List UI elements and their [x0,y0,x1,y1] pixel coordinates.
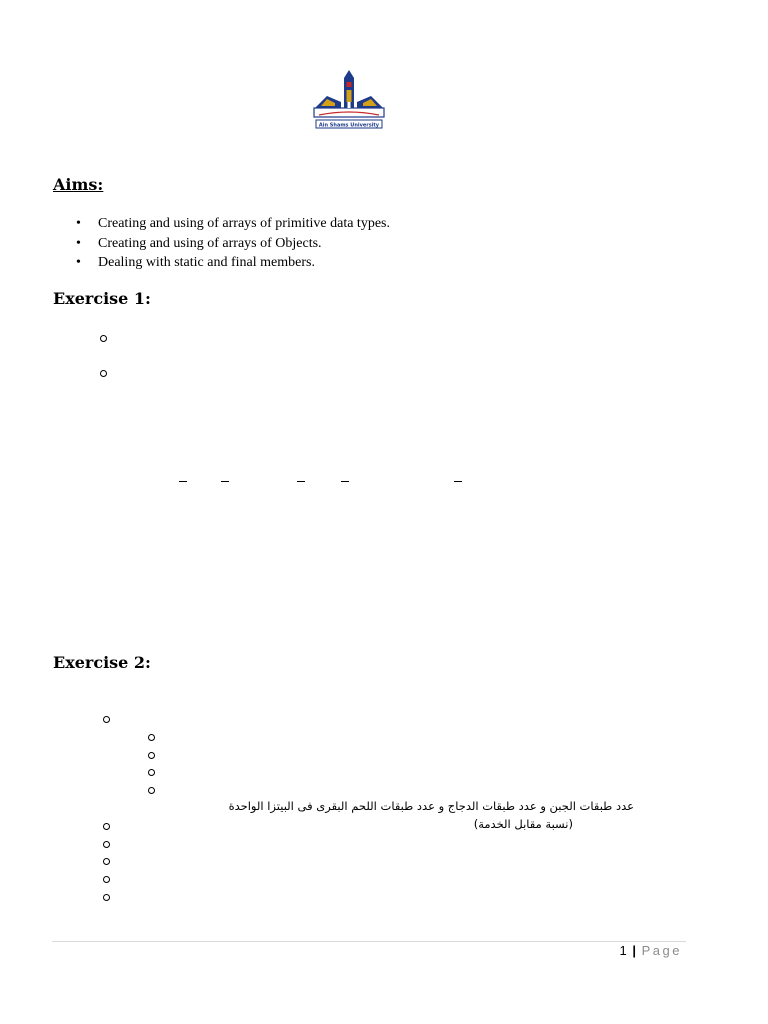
hollow-bullet-icon [103,876,110,883]
hollow-bullet-icon [148,769,155,776]
hollow-bullet-icon [103,894,110,901]
dash-mark [341,481,349,482]
aims-list [76,214,390,273]
bullet-icon: • [76,235,81,251]
hollow-bullet-icon [100,335,107,342]
hollow-bullet-icon [103,716,110,723]
exercise-1-heading: Exercise 1: [53,289,151,308]
list-item [76,234,390,254]
dash-mark [221,481,229,482]
hollow-bullet-icon [103,823,110,830]
bullet-icon: • [76,255,81,270]
dash-mark [179,481,187,482]
logo-emblem [311,68,387,130]
arabic-note-line-1: عدد طبقات الجبن و عدد طبقات الدجاج و عدد طبقات اللحم البقرى فى البيتزا الواحدة [228,799,634,813]
hollow-bullet-icon [100,370,107,377]
arabic-note-line-2: (نسبة مقابل الخدمة) [473,817,573,831]
list-item [76,214,390,234]
university-logo [311,68,387,130]
hollow-bullet-icon [148,734,155,741]
aims-heading: Aims: [53,175,104,194]
hollow-bullet-icon [103,858,110,865]
page-number: 1 [619,943,627,958]
list-item [76,253,390,273]
dash-mark [297,481,305,482]
aims-item-text: Creating and using of arrays of Objects. [98,235,322,251]
page-label: Page [641,943,682,958]
aims-item-text: Dealing with static and final members. [98,255,315,270]
page-footer [620,943,683,958]
logo-caption-text: Ain Shams University [318,122,380,129]
hollow-bullet-icon [103,841,110,848]
footer-divider [52,941,686,942]
hollow-bullet-icon [148,752,155,759]
aims-item-text: Creating and using of arrays of primitive data types. [98,216,390,231]
exercise-2-heading: Exercise 2: [53,653,151,672]
hollow-bullet-icon [148,787,155,794]
dash-mark [454,481,462,482]
footer-separator: | [632,943,636,958]
bullet-icon: • [76,216,81,231]
